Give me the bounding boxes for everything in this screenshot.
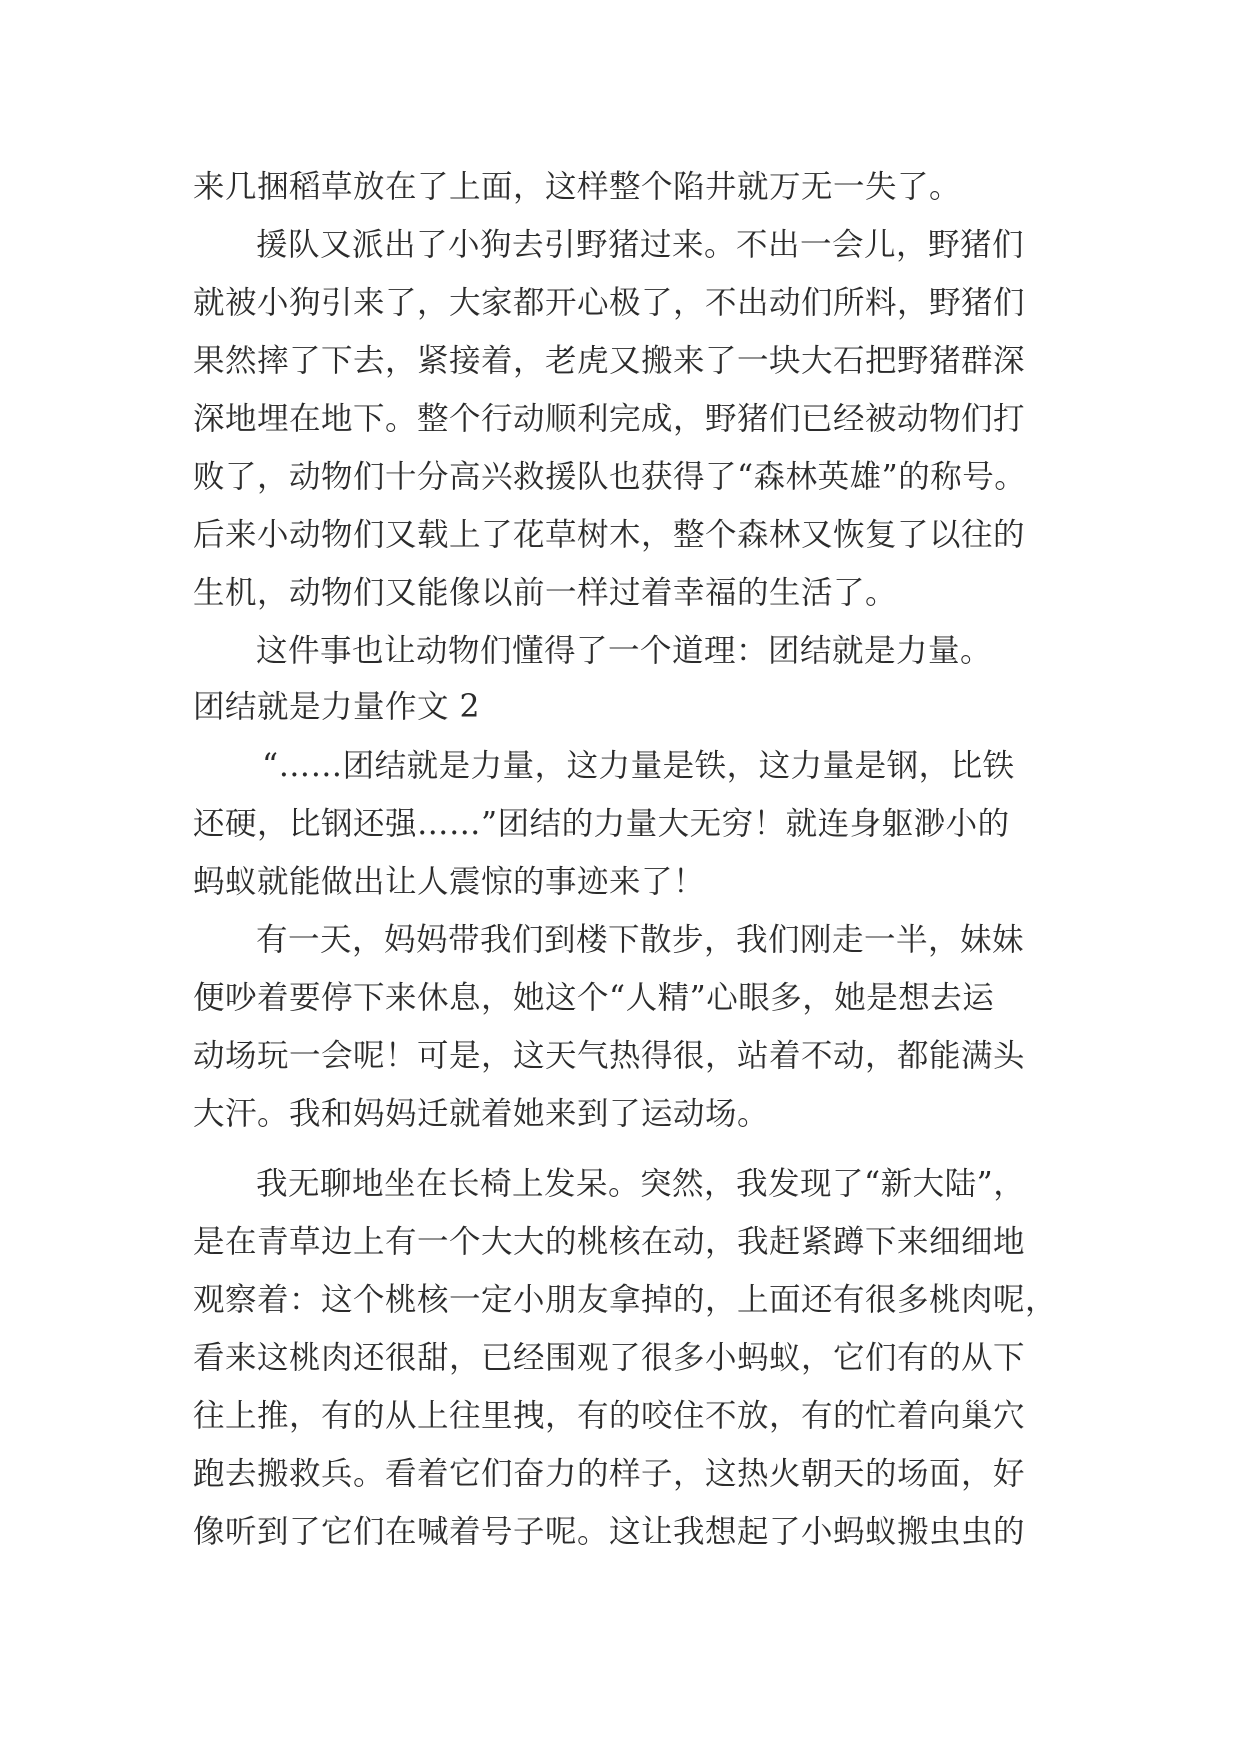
paragraph-line: 跑去搬救兵。看着它们奋力的样子，这热火朝天的场面，好 bbox=[193, 1456, 1026, 1492]
paragraph-line: 像听到了它们在喊着号子呢。这让我想起了小蚂蚁搬虫虫的 bbox=[193, 1514, 1026, 1550]
paragraph-line: 就被小狗引来了，大家都开心极了，不出动们所料，野猪们 bbox=[193, 285, 1026, 321]
paragraph-line: 来几捆稻草放在了上面，这样整个陷井就万无一失了。 bbox=[193, 169, 962, 205]
paragraph-line: 这件事也让动物们懂得了一个道理：团结就是力量。 bbox=[256, 633, 993, 669]
paragraph-line: 动场玩一会呢！可是，这天气热得很，站着不动，都能满头 bbox=[193, 1038, 1026, 1074]
paragraph-line: 往上推，有的从上往里拽，有的咬住不放，有的忙着向巢穴 bbox=[193, 1398, 1026, 1434]
paragraph-line: 是在青草边上有一个大大的桃核在动，我赶紧蹲下来细细地 bbox=[193, 1224, 1026, 1260]
paragraph-line: 败了，动物们十分高兴救援队也获得了“森林英雄”的称号。 bbox=[193, 459, 1027, 495]
paragraph-line: 蚂蚁就能做出让人震惊的事迹来了！ bbox=[193, 864, 706, 900]
paragraph-line: 有一天，妈妈带我们到楼下散步，我们刚走一半，妹妹 bbox=[256, 922, 1025, 958]
paragraph-line: 看来这桃肉还很甜，已经围观了很多小蚂蚁，它们有的从下 bbox=[193, 1340, 1026, 1376]
paragraph-line: “……团结就是力量，这力量是铁，这力量是钢，比铁 bbox=[262, 748, 1015, 784]
paragraph-line: 后来小动物们又载上了花草树木，整个森林又恢复了以往的 bbox=[193, 517, 1026, 553]
paragraph-line: 观察着：这个桃核一定小朋友拿掉的，上面还有很多桃肉呢， bbox=[193, 1282, 1058, 1318]
paragraph-line: 我无聊地坐在长椅上发呆。突然，我发现了“新大陆”， bbox=[256, 1166, 1026, 1202]
paragraph-line: 便吵着要停下来休息，她这个“人精”心眼多，她是想去运 bbox=[193, 980, 995, 1016]
paragraph-line: 还硬，比钢还强……”团结的力量大无穷！就连身躯渺小的 bbox=[193, 806, 1010, 842]
paragraph-line: 果然摔了下去，紧接着，老虎又搬来了一块大石把野猪群深 bbox=[193, 343, 1026, 379]
section-heading: 团结就是力量作文 2 bbox=[193, 689, 481, 725]
paragraph-line: 深地埋在地下。整个行动顺利完成，野猪们已经被动物们打 bbox=[193, 401, 1026, 437]
paragraph-line: 生机，动物们又能像以前一样过着幸福的生活了。 bbox=[193, 575, 898, 611]
paragraph-line: 大汗。我和妈妈迁就着她来到了运动场。 bbox=[193, 1096, 770, 1132]
paragraph-line: 援队又派出了小狗去引野猪过来。不出一会儿，野猪们 bbox=[256, 227, 1025, 263]
